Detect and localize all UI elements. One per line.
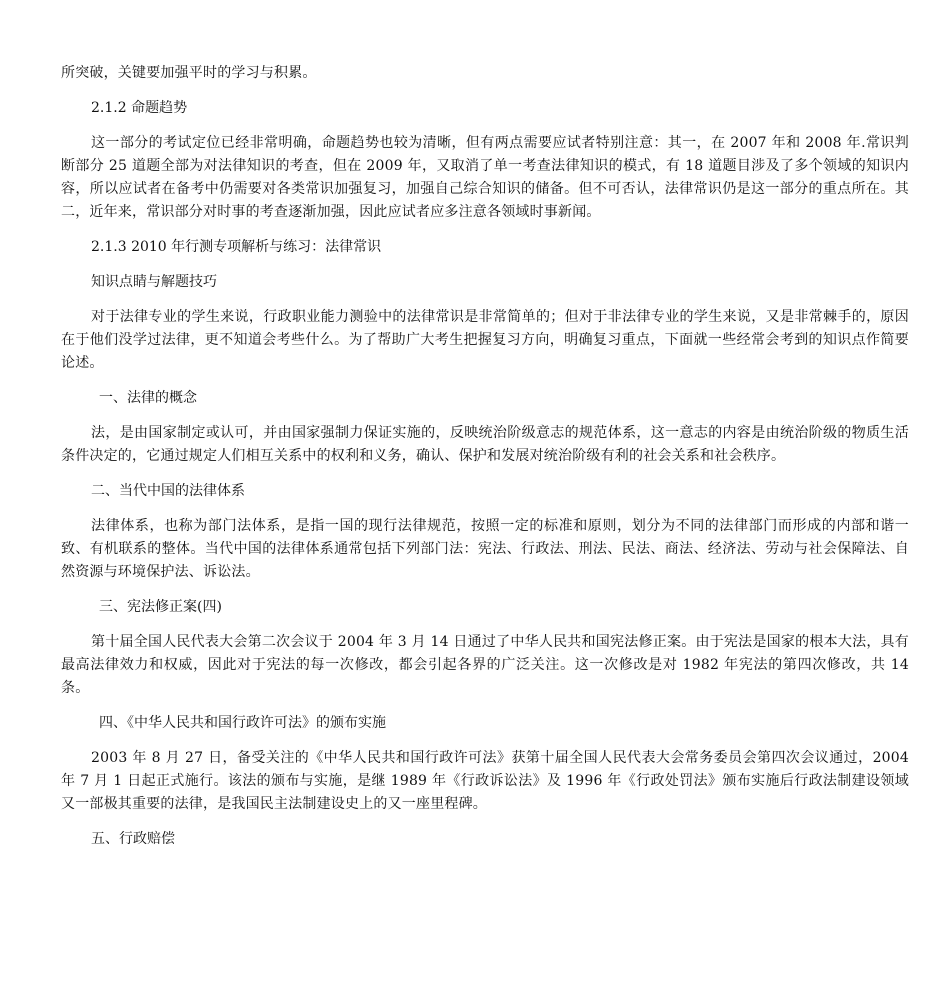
paragraph-constitution-amendment: 第十届全国人民代表大会第二次会议于 2004 年 3 月 14 日通过了中华人民共和国宪法修正案。由于宪法是国家的根本大法，具有最高法律效力和权威，因此对于宪法的每一次修改，都会引起各界的广泛关注。这一次修改是对 1982 年宪法的第四次修改，共 14 条。 [61,634,909,696]
paragraph-continuation: 所突破，关键要加强平时的学习与积累。 [61,65,317,81]
document-page [61,62,909,851]
section-heading-2-1-3: 2.1.3 2010 年行测专项解析与练习：法律常识 [91,239,382,255]
paragraph-administrative-license-law: 2003 年 8 月 27 日，备受关注的《中华人民共和国行政许可法》获第十届全国人民代表大会常务委员会第四次会议通过，2004 年 7 月 1 日起正式施行。该法的颁布与实施，是继 1989 年《行政诉讼法》及 1996 年《行政处罚法》颁布实施后行政法制建设领域又一部极其重要的法律，是我国民主法制建设史上的又一座里程碑。 [61,750,909,812]
heading-legal-system: 二、当代中国的法律体系 [91,483,245,499]
heading-administrative-compensation: 五、行政赔偿 [91,831,175,847]
section-heading-2-1-2: 2.1.2 命题趋势 [91,100,188,116]
heading-administrative-license-law: 四、《中华人民共和国行政许可法》的颁布实施 [99,715,386,731]
paragraph-law-concept: 法，是由国家制定或认可，并由国家强制力保证实施的，反映统治阶级意志的规范体系，这一意志的内容是由统治阶级的物质生活条件决定的，它通过规定人们相互关系中的权利和义务，确认、保护和发展对统治阶级有利的社会关系和社会秩序。 [61,425,909,464]
subheading-knowledge-tips: 知识点睛与解题技巧 [91,274,217,290]
paragraph-exam-trend: 这一部分的考试定位已经非常明确，命题趋势也较为清晰，但有两点需要应试者特别注意：其一，在 2007 年和 2008 年.常识判断部分 25 道题全部为对法律知识的考查，但在 2009 年，又取消了单一考查法律知识的模式，有 18 道题目涉及了多个领域的知识内容，所以应试者在备考中仍需要对各类常识加强复习，加强自己综合知识的储备。但不可否认，法律常识仍是这一部分的重点所在。其二，近年来，常识部分对时事的考查逐渐加强，因此应试者应多注意各领域时事新闻。 [61,135,909,220]
paragraph-law-intro: 对于法律专业的学生来说，行政职业能力测验中的法律常识是非常简单的；但对于非法律专业的学生来说，又是非常棘手的，原因在于他们没学过法律，更不知道会考些什么。为了帮助广大考生把握复习方向，明确复习重点，下面就一些经常会考到的知识点作简要论述。 [61,309,909,371]
paragraph-legal-system: 法律体系，也称为部门法体系，是指一国的现行法律规范，按照一定的标准和原则，划分为不同的法律部门而形成的内部和谐一致、有机联系的整体。当代中国的法律体系通常包括下列部门法：宪法、行政法、刑法、民法、商法、经济法、劳动与社会保障法、自然资源与环境保护法、诉讼法。 [61,518,909,580]
heading-law-concept: 一、法律的概念 [99,390,197,406]
heading-constitution-amendment: 三、宪法修正案(四) [99,599,222,615]
